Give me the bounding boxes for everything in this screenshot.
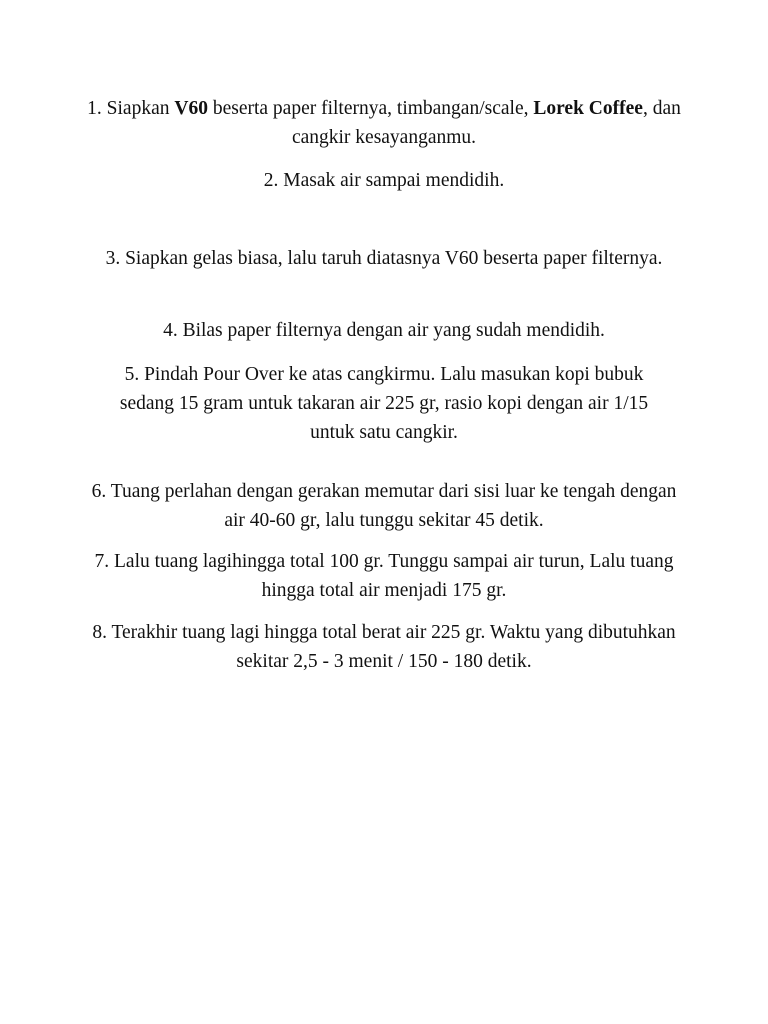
step-8: 8. Terakhir tuang lagi hingga total berat air 225 gr. Waktu yang dibutuhkan sekitar 2,5 - 3 menit / 150 - 180 detik. [92,622,676,672]
step-3: 3. Siapkan gelas biasa, lalu taruh diatasnya V60 beserta paper filternya. [105,248,663,269]
step-1-suffix: , dan cangkir kesayanganmu. [291,98,681,148]
step-5: 5. Pindah Pour Over ke atas cangkirmu. Lalu masukan kopi bubuk sedang 15 gram untuk takaran air 225 gr, rasio kopi dengan air 1/15 untuk satu cangkir. [119,364,649,443]
step-1-bold-v60: V60 [174,98,208,119]
step-2: 2. Masak air sampai mendidih. [263,170,505,191]
step-7: 7. Lalu tuang lagihingga total 100 gr. Tunggu sampai air turun, Lalu tuang hingga total air menjadi 175 gr. [94,551,674,601]
step-4: 4. Bilas paper filternya dengan air yang sudah mendidih. [163,320,605,341]
step-6: 6. Tuang perlahan dengan gerakan memutar dari sisi luar ke tengah dengan air 40-60 gr, lalu tunggu sekitar 45 detik. [91,481,677,531]
step-1 [84,94,684,152]
step-1-prefix: 1. Siapkan [87,98,175,119]
step-1-mid: beserta paper filternya, timbangan/scale, [207,98,534,119]
step-1-bold-brand: Lorek Coffee [533,98,643,119]
